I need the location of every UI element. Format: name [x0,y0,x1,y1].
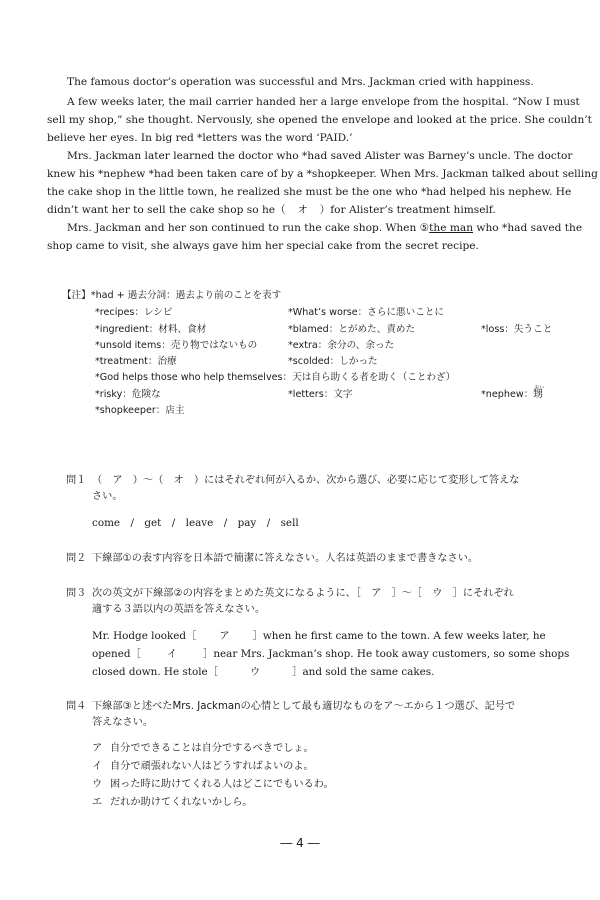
note-item: *blamed：とがめた、責めた [288,324,416,335]
passage-text: ）for Alister’s treatment himself. [319,204,496,216]
answer-option [92,742,314,756]
note-item: *scolded：しかった [288,356,378,367]
blank-a: ア [219,631,230,642]
passage-line: The famous doctor’s operation was successful and Mrs. Jackman cried with happiness. [67,76,534,88]
summary-line [92,647,569,662]
summary-line [92,629,546,644]
note-item: *God helps those who help themselves：天は自ら助くる者を助く（ことわざ） [95,372,456,383]
question-number: 問３ [66,588,87,599]
note-item: *shopkeeper：店主 [95,405,185,416]
summary-text: ］and sold the same cakes. [292,666,435,678]
blank-i: イ [166,649,178,660]
note-item: *loss：失うこと [481,324,553,335]
question-text: 下線部①の表す内容を日本語で簡潔に答えなさい。人名は英語のままで書きなさい。 [92,553,479,564]
passage-line [67,221,582,236]
question-number: 問４ [66,701,87,712]
summary-text: Mr. Hodge looked［ [92,630,197,642]
note-item: *unsold items：売り物ではないもの [95,340,258,351]
summary-text: closed down. He stole［ [92,666,219,678]
note-item: *extra：余分の、余った [288,340,395,351]
question-text: 適する３語以内の英語を答えなさい。 [92,604,266,615]
note-item: *letters：文字 [288,389,353,400]
note-item [481,385,545,401]
passage-line: shop came to visit, she always gave him her special cake from the secret recipe. [47,240,479,252]
answer-option [92,760,314,774]
passage-text: didn’t want her to sell the cake shop so he（ [47,204,286,216]
question-text: さい。 [92,491,123,502]
option-text: 自分でできることは自分でするべきでしょ。 [110,743,314,754]
note-item: *risky：危険な [95,389,161,400]
furigana: おい [534,385,545,391]
word-choices: come / get / leave / pay / sell [92,517,299,529]
option-label: エ [92,797,103,808]
note-kanji: 甥 [533,389,543,400]
question-text: 下線部③と述べたMrs. Jackmanの心情として最も適切なものをア～エから１つ選び、記号で [92,701,516,712]
underline-5: the man [429,222,474,234]
passage-text: Mrs. Jackman and her son continued to run the cake shop. When ⑤ [67,222,430,234]
option-text: 困った時に助けてくれる人はどこにでもいるわ。 [110,779,334,790]
option-label: ア [92,743,103,754]
notes-header: 【注】*had + 過去分詞：過去より前のことを表す [62,290,282,301]
answer-option [92,796,253,810]
question-number: 問２ [66,553,87,564]
passage-line: the cake shop in the little town, he realized she must be the one who *had helped his nephew. He [47,186,572,198]
summary-text: opened［ [92,648,141,660]
note-item: *What’s worse：さらに悪いことに [288,307,445,318]
note-item: *recipes：レシピ [95,307,173,318]
option-text: 自分で頑張れない人はどうすればよいのよ。 [110,761,314,772]
blank-o: オ [297,205,308,216]
summary-text: ］near Mrs. Jackman’s shop. He took away customers, so some shops [202,648,570,660]
question-number: 問１ [66,475,87,486]
passage-line: A few weeks later, the mail carrier handed her a large envelope from the hospital. “Now I must [67,96,580,108]
question-text: 答えなさい。 [92,717,154,728]
note-item: *ingredient：材料、食材 [95,324,207,335]
passage-text: who *had saved the [473,222,583,234]
note-term: *nephew： [481,389,534,400]
option-text: だれか助けてくれないかしら。 [110,797,253,808]
passage-line: believe her eyes. In big red *letters was the word ‘PAID.’ [47,132,353,144]
passage-line [47,203,496,218]
summary-text: ］when he first came to the town. A few weeks later, he [252,630,546,642]
page-number: ― 4 ― [280,836,320,850]
option-label: ウ [92,779,103,790]
passage-line: sell my shop,” she thought. Nervously, she opened the envelope and looked at the price. She couldn’t [47,114,592,126]
blank-u: ウ [249,667,261,678]
summary-line [92,665,434,680]
answer-option [92,778,334,792]
passage-line: knew his *nephew *had been taken care of by a *shopkeeper. When Mrs. Jackman talked about selling [47,168,598,180]
note-item: *treatment：治療 [95,356,177,367]
passage-line: Mrs. Jackman later learned the doctor who *had saved Alister was Barney’s uncle. The doctor [67,150,573,162]
question-text: 次の英文が下線部②の内容をまとめた英文になるように、［ ア ］～［ ウ ］にそれぞれ [92,588,514,599]
option-label: イ [92,761,103,772]
question-text: （ ア ）～（ オ ）にはそれぞれ何が入るか、次から選び、必要に応じて変形して答えな [92,475,520,486]
